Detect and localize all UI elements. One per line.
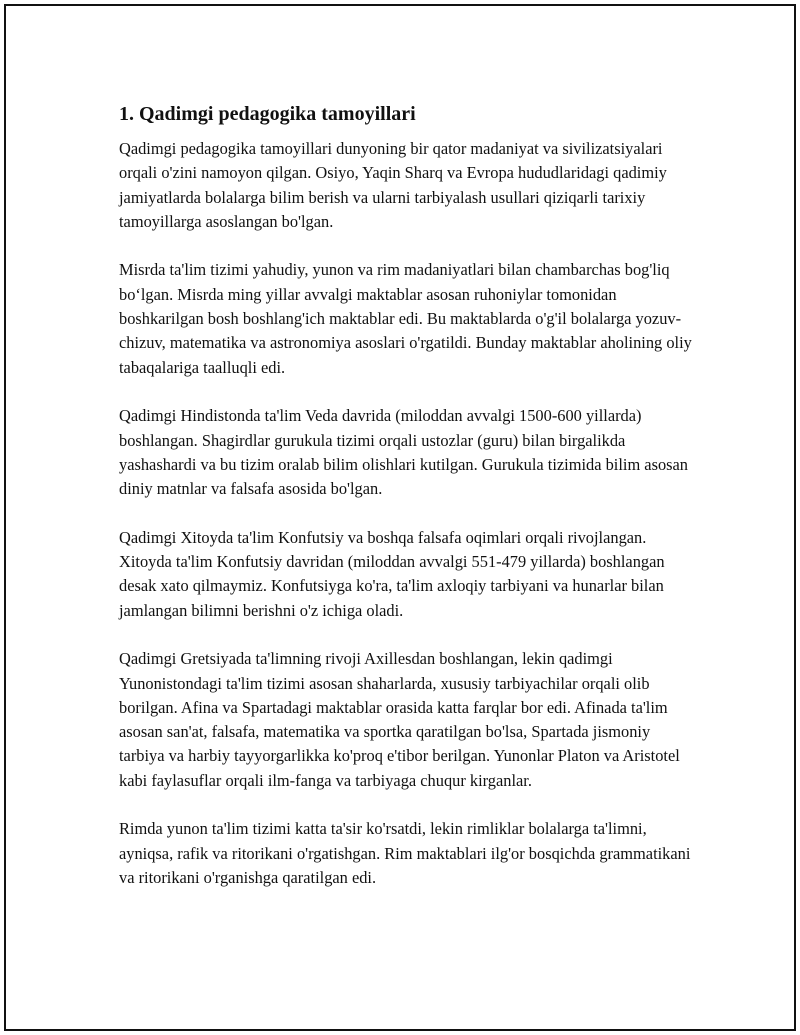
paragraph-greece: Qadimgi Gretsiyada ta'limning rivoji Axillesdan boshlangan, lekin qadimgi Yunonistondagi ta'lim tizimi asosan shaharlarda, xususiy tarbiyachilar orqali olib borilgan. Afina va Spartadagi maktablar orasida katta farqlar bor edi. Afinada ta'lim asosan san'at, falsafa, matematika va sportka qaratilgan bo'lsa, Spartada jismoniy tarbiya va harbiy tayyorgarlikka ko'proq e'tibor berilgan. Yunonlar Platon va Aristotel kabi faylasuflar orqali ilm-fanga va tarbiyaga chuqur kirganlar. — [119, 649, 680, 790]
paragraph-egypt: Misrda ta'lim tizimi yahudiy, yunon va rim madaniyatlari bilan chambarchas bog'liq bo‘lgan. Misrda ming yillar avvalgi maktablar asosan ruhoniylar tomonidan boshkarilgan bosh boshlang'ich maktablar edi. Bu maktablarda o'g'il bolalarga yozuv-chizuv, matematika va astronomiya asoslari o'rgatildi. Bunday maktablar aholining oliy tabaqalariga taalluqli edi. — [119, 260, 692, 377]
paragraph-china: Qadimgi Xitoyda ta'lim Konfutsiy va boshqa falsafa oqimlari orqali rivojlangan. Xitoyda ta'lim Konfutsiy davridan (miloddan avvalgi 551-479 yillarda) boshlangan desak xato qilmaymiz. Konfutsiyga ko'ra, ta'lim axloqiy tarbiyani va hunarlar bilan jamlangan bilimni berishni o'z ichiga oladi. — [119, 527, 665, 620]
paragraph-intro: Qadimgi pedagogika tamoyillari dunyoning bir qator madaniyat va sivilizatsiyalari orqali o'zini namoyon qilgan. Osiyo, Yaqin Sharq va Evropa hududlaridagi qadimiy jamiyatlarda bolalarga bilim berish va ularni tarbiyalash usullari qiziqarli tarixiy tamoyillarga asoslangan bo'lgan. — [119, 139, 667, 231]
paragraph-india: Qadimgi Hindistonda ta'lim Veda davrida (miloddan avvalgi 1500-600 yillarda) boshlangan. Shagirdlar gurukula tizimi orqali ustozlar (guru) bilan birgalikda yashashardi va bu tizim oralab bilim olishlari kutilgan. Gurukula tizimida bilim asosan diniy matnlar va falsafa asosida bo'lgan. — [119, 406, 689, 499]
page-frame — [4, 4, 796, 1031]
document-body — [119, 102, 699, 915]
paragraph-rome: Rimda yunon ta'lim tizimi katta ta'sir ko'rsatdi, lekin rimliklar bolalarga ta'limni, ayniqsa, rafik va ritorikani o'rgatishgan. Rim maktablari ilg'or bosqichda grammatikani va ritorikani o'rganishga qaratilgan edi. — [119, 819, 691, 887]
section-heading: 1. Qadimgi pedagogika tamoyillari — [119, 103, 416, 125]
